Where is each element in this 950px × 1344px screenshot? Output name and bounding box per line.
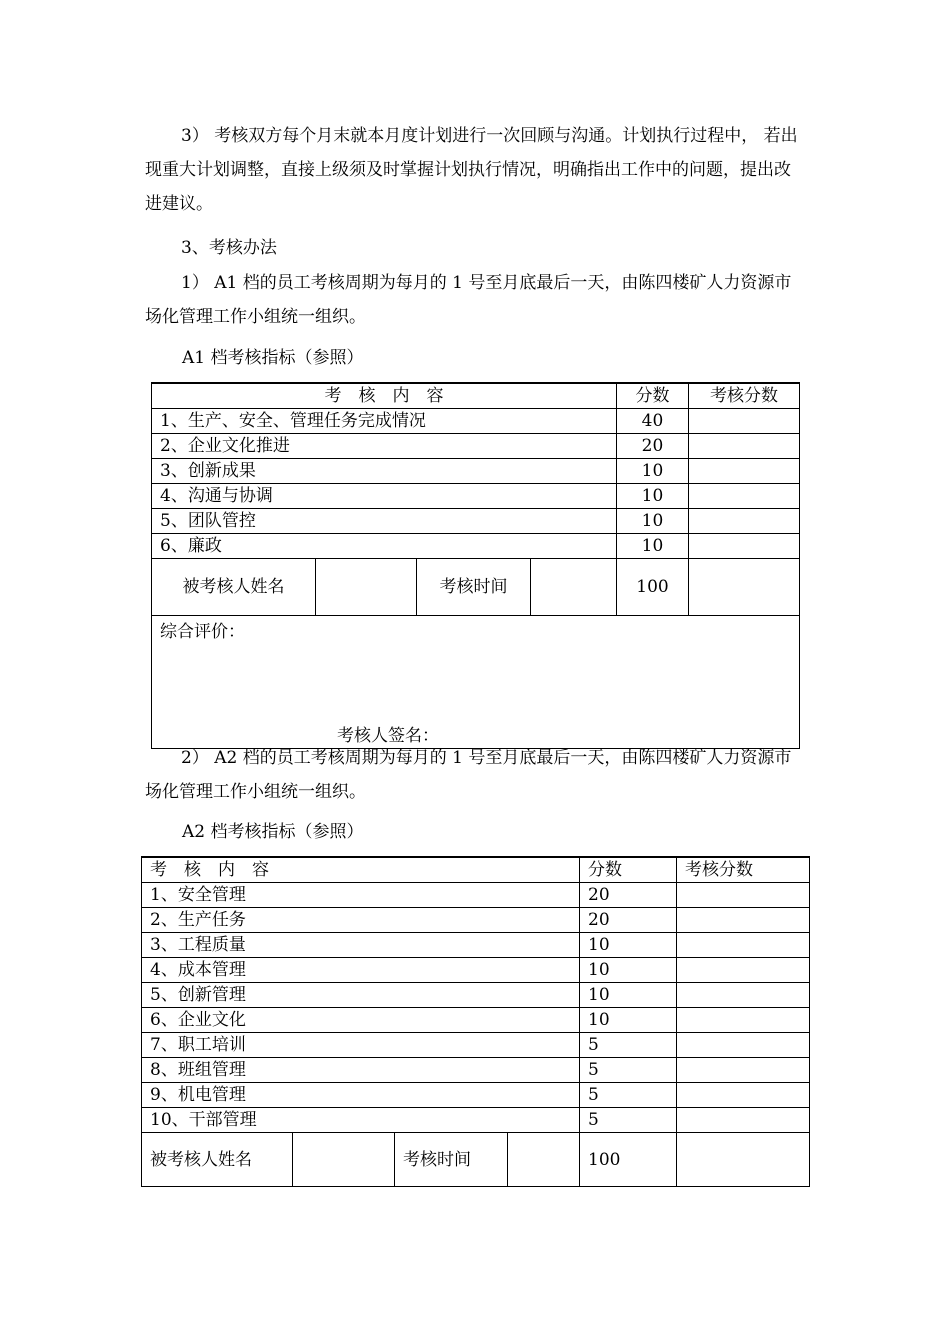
header-score: 分数	[617, 383, 689, 409]
row-assessed-score-cell[interactable]	[689, 459, 800, 484]
table-row	[142, 1033, 810, 1058]
row-score: 10	[617, 534, 689, 559]
assessment-time-label: 考核时间	[417, 559, 531, 616]
row-score: 20	[617, 434, 689, 459]
paragraph-a1-cycle: 1） A1 档的员工考核周期为每月的 1 号至月底最后一天，由陈四楼矿人力资源市场化管理工作小组统一组织。	[145, 273, 792, 327]
table-row	[142, 1058, 810, 1083]
header-content: 考 核 内 容	[142, 857, 580, 883]
row-item: 2、企业文化推进	[152, 434, 617, 459]
paragraph-a2-cycle: 2） A2 档的员工考核周期为每月的 1 号至月底最后一天，由陈四楼矿人力资源市场化管理工作小组统一组织。	[145, 748, 792, 802]
table2-caption: A2 档考核指标（参照）	[182, 822, 364, 842]
row-score: 40	[617, 409, 689, 434]
table-row	[142, 908, 810, 933]
row-assessed-score-cell[interactable]	[677, 1108, 810, 1133]
row-item: 3、创新成果	[152, 459, 617, 484]
row-score: 10	[580, 958, 677, 983]
evaluation-cell[interactable]	[152, 616, 800, 749]
assessment-time-cell[interactable]	[531, 559, 617, 616]
table-header-row	[152, 383, 800, 409]
row-item: 9、机电管理	[142, 1083, 580, 1108]
header-content: 考 核 内 容	[152, 383, 617, 409]
header-assessed-score: 考核分数	[689, 383, 800, 409]
table-row	[142, 958, 810, 983]
header-score: 分数	[580, 857, 677, 883]
a2-assessment-table	[141, 856, 810, 1187]
assessee-name-label: 被考核人姓名	[152, 559, 316, 616]
row-item: 5、创新管理	[142, 983, 580, 1008]
assessee-name-cell[interactable]	[316, 559, 417, 616]
table-row	[142, 883, 810, 908]
row-assessed-score-cell[interactable]	[677, 1008, 810, 1033]
table1-caption: A1 档考核指标（参照）	[182, 348, 364, 368]
row-item: 6、企业文化	[142, 1008, 580, 1033]
row-item: 1、生产、安全、管理任务完成情况	[152, 409, 617, 434]
row-assessed-score-cell[interactable]	[689, 409, 800, 434]
total-score: 100	[580, 1133, 677, 1187]
row-item: 7、职工培训	[142, 1033, 580, 1058]
signature-label: 考核人签名：	[337, 726, 439, 746]
table-row	[152, 459, 800, 484]
table-row	[152, 409, 800, 434]
table-row	[152, 484, 800, 509]
row-assessed-score-cell[interactable]	[677, 933, 810, 958]
evaluation-row	[152, 616, 800, 749]
row-score: 20	[580, 883, 677, 908]
row-item: 3、工程质量	[142, 933, 580, 958]
row-item: 10、干部管理	[142, 1108, 580, 1133]
table-row	[142, 933, 810, 958]
section-heading-method: 3、考核办法	[181, 238, 277, 258]
row-score: 10	[580, 933, 677, 958]
total-assessed-cell[interactable]	[689, 559, 800, 616]
row-assessed-score-cell[interactable]	[689, 484, 800, 509]
row-assessed-score-cell[interactable]	[677, 883, 810, 908]
row-assessed-score-cell[interactable]	[689, 434, 800, 459]
row-score: 10	[617, 509, 689, 534]
table-footer-row	[142, 1133, 810, 1187]
row-item: 4、成本管理	[142, 958, 580, 983]
evaluation-label: 综合评价：	[160, 622, 245, 642]
assessment-time-cell[interactable]	[508, 1133, 580, 1187]
row-item: 5、团队管控	[152, 509, 617, 534]
row-assessed-score-cell[interactable]	[689, 534, 800, 559]
row-score: 5	[580, 1033, 677, 1058]
row-assessed-score-cell[interactable]	[677, 1033, 810, 1058]
table-row	[142, 1083, 810, 1108]
table-row	[142, 983, 810, 1008]
row-score: 5	[580, 1058, 677, 1083]
row-item: 8、班组管理	[142, 1058, 580, 1083]
row-score: 5	[580, 1108, 677, 1133]
row-assessed-score-cell[interactable]	[689, 509, 800, 534]
row-item: 1、安全管理	[142, 883, 580, 908]
table-row	[152, 534, 800, 559]
table-row	[142, 1008, 810, 1033]
row-assessed-score-cell[interactable]	[677, 908, 810, 933]
assessment-time-label: 考核时间	[395, 1133, 508, 1187]
row-assessed-score-cell[interactable]	[677, 958, 810, 983]
row-score: 10	[617, 484, 689, 509]
row-score: 10	[617, 459, 689, 484]
row-score: 10	[580, 1008, 677, 1033]
table-row	[152, 509, 800, 534]
total-assessed-cell[interactable]	[677, 1133, 810, 1187]
row-item: 4、沟通与协调	[152, 484, 617, 509]
header-assessed-score: 考核分数	[677, 857, 810, 883]
row-assessed-score-cell[interactable]	[677, 1083, 810, 1108]
table-row	[142, 1108, 810, 1133]
row-item: 2、生产任务	[142, 908, 580, 933]
a1-assessment-table	[151, 382, 800, 749]
row-assessed-score-cell[interactable]	[677, 983, 810, 1008]
row-item: 6、廉政	[152, 534, 617, 559]
paragraph-review: 3） 考核双方每个月末就本月度计划进行一次回顾与沟通。计划执行过程中， 若出现重大计划调整，直接上级须及时掌握计划执行情况，明确指出工作中的问题，提出改进建议。	[145, 126, 798, 214]
row-score: 20	[580, 908, 677, 933]
table-row	[152, 434, 800, 459]
assessee-name-cell[interactable]	[293, 1133, 395, 1187]
row-score: 10	[580, 983, 677, 1008]
row-score: 5	[580, 1083, 677, 1108]
table-footer-row	[152, 559, 800, 616]
table-header-row	[142, 857, 810, 883]
row-assessed-score-cell[interactable]	[677, 1058, 810, 1083]
total-score: 100	[617, 559, 689, 616]
assessee-name-label: 被考核人姓名	[142, 1133, 293, 1187]
